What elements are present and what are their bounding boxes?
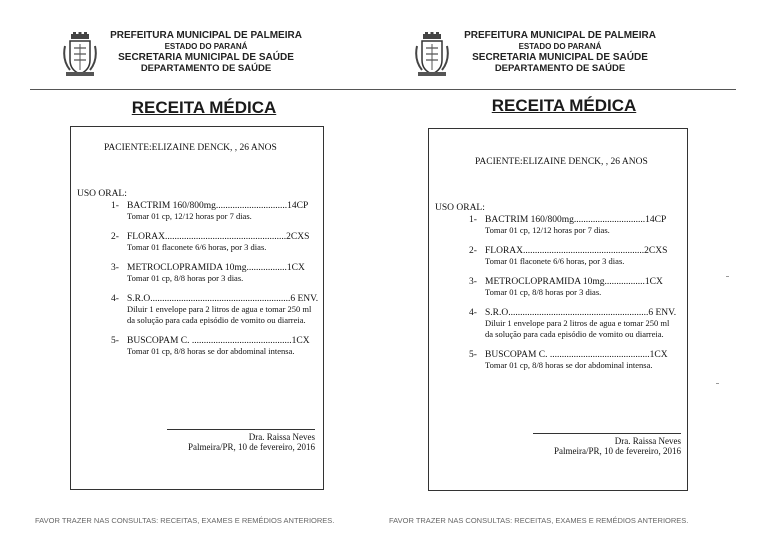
medication-instructions: Tomar 01 cp, 12/12 horas por 7 dias. (127, 211, 252, 221)
letterhead-text (100, 30, 312, 74)
medication-instructions: Tomar 01 flaconete 6/6 horas, por 3 dias. (485, 256, 625, 266)
medication-item (111, 201, 316, 222)
medication-item (469, 246, 679, 267)
item-number: 5- (111, 336, 119, 346)
medication-item (111, 294, 319, 326)
prescription-box (428, 128, 688, 491)
medication-item (111, 232, 316, 253)
state-name: ESTADO DO PARANÁ (164, 42, 248, 51)
medication-instructions: Tomar 01 cp, 8/8 horas se dor abdominal intensa. (485, 360, 653, 370)
medication-item (469, 277, 679, 298)
health-department: DEPARTAMENTO DE SAÚDE (140, 63, 272, 74)
header-divider (384, 89, 736, 90)
place-date: Palmeira/PR, 10 de fevereiro, 2016 (554, 446, 681, 456)
medication-instructions: Tomar 01 flaconete 6/6 horas, por 3 dias. (127, 242, 267, 252)
item-number: 4- (469, 308, 477, 318)
medication-list (111, 201, 319, 367)
section-heading: USO ORAL: (435, 203, 485, 213)
medication-item (469, 308, 679, 340)
city-hall-name: PREFEITURA MUNICIPAL DE PALMEIRA (464, 30, 656, 41)
medication-name: FLORAX...................................................2CXS (127, 232, 310, 242)
item-number: 2- (111, 232, 119, 242)
medication-item (111, 336, 316, 357)
medication-name: METROCLOPRAMIDA 10mg.................1CX (485, 277, 663, 287)
municipal-crest-icon (62, 32, 98, 78)
medication-instructions: Tomar 01 cp, 8/8 horas por 3 dias. (127, 273, 244, 283)
medication-name: FLORAX...................................................2CXS (485, 246, 668, 256)
medication-item (111, 263, 316, 284)
patient-line: PACIENTE:ELIZAINE DENCK, , 26 ANOS (104, 143, 277, 153)
city-hall-name: PREFEITURA MUNICIPAL DE PALMEIRA (110, 30, 302, 41)
medication-name: S.R.O...........................................................6 ENV. (127, 294, 319, 304)
document-title: RECEITA MÉDICA (131, 98, 277, 117)
item-number: 1- (111, 201, 119, 211)
section-heading: USO ORAL: (77, 189, 127, 199)
signature-line (533, 433, 681, 434)
item-number: 1- (469, 215, 477, 225)
footer-note: FAVOR TRAZER NAS CONSULTAS: RECEITAS, EXAMES E REMÉDIOS ANTERIORES. (35, 516, 335, 525)
scan-speck (726, 276, 729, 277)
item-number: 3- (469, 277, 477, 287)
prescription-copy-right (384, 0, 768, 543)
medication-instructions: Diluir 1 envelope para 2 litros de agua e tomar 250 ml da solução para cada episódio de vomito ou diarreia. (485, 318, 670, 339)
doctor-name: Dra. Raissa Neves (248, 432, 315, 442)
medication-name: BACTRIM 160/800mg..............................14CP (485, 215, 667, 225)
medication-list (469, 215, 679, 381)
footer-note: FAVOR TRAZER NAS CONSULTAS: RECEITAS, EXAMES E REMÉDIOS ANTERIORES. (389, 516, 689, 525)
signature-line (167, 429, 315, 430)
item-number: 4- (111, 294, 119, 304)
medication-name: BACTRIM 160/800mg..............................14CP (127, 201, 309, 211)
letterhead (384, 28, 768, 86)
item-number: 2- (469, 246, 477, 256)
health-secretariat: SECRETARIA MUNICIPAL DE SAÚDE (472, 52, 648, 63)
medication-instructions: Diluir 1 envelope para 2 litros de agua e tomar 250 ml da solução para cada episódio de vomito ou diarreia. (127, 304, 312, 325)
letterhead (0, 28, 384, 86)
health-secretariat: SECRETARIA MUNICIPAL DE SAÚDE (118, 52, 294, 63)
medication-instructions: Tomar 01 cp, 8/8 horas por 3 dias. (485, 287, 602, 297)
medication-name: BUSCOPAM C. ..........................................1CX (485, 350, 668, 360)
medication-instructions: Tomar 01 cp, 8/8 horas se dor abdominal intensa. (127, 346, 295, 356)
item-number: 3- (111, 263, 119, 273)
medication-name: S.R.O...........................................................6 ENV. (485, 308, 677, 318)
state-name: ESTADO DO PARANÁ (518, 42, 602, 51)
patient-line: PACIENTE:ELIZAINE DENCK, , 26 ANOS (475, 157, 648, 167)
prescription-box (70, 126, 324, 490)
medication-name: METROCLOPRAMIDA 10mg.................1CX (127, 263, 305, 273)
doctor-name: Dra. Raissa Neves (614, 436, 681, 446)
item-number: 5- (469, 350, 477, 360)
medication-item (469, 215, 679, 236)
place-date: Palmeira/PR, 10 de fevereiro, 2016 (188, 442, 315, 452)
medication-instructions: Tomar 01 cp, 12/12 horas por 7 dias. (485, 225, 610, 235)
medication-name: BUSCOPAM C. ..........................................1CX (127, 336, 310, 346)
document-title: RECEITA MÉDICA (491, 96, 637, 115)
signature-block (165, 429, 315, 452)
header-divider (30, 89, 384, 90)
health-department: DEPARTAMENTO DE SAÚDE (494, 63, 626, 74)
municipal-crest-icon (414, 32, 450, 78)
letterhead-text (454, 30, 666, 74)
scan-speck (716, 383, 719, 384)
medication-item (469, 350, 679, 371)
signature-block (531, 433, 681, 456)
